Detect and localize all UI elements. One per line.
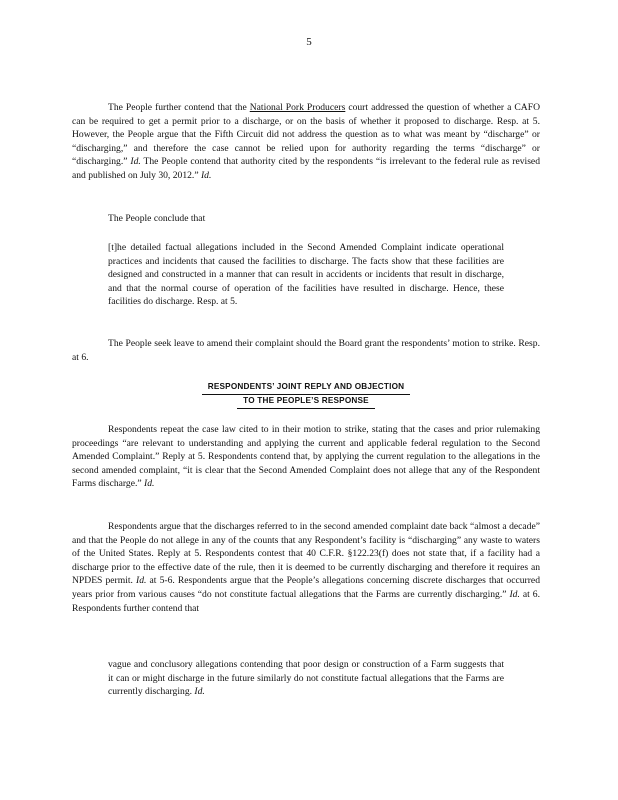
citation-id: Id. xyxy=(136,575,147,587)
case-name: National Pork Producers xyxy=(249,102,346,113)
paragraph-text: Respondents repeat the case law cited to in their motion to strike, stating that the cases and prior rulemaking proceedings “are relevant to understanding and applying the current and applicable federal regulation to the Second Amended Complaint.” Reply at 5. Respondents contend that, by applying the current regulation to the allegations in the second amended complaint, “it is clear that the Second Amended Complaint does not allege that any of the Respondent Farms discharge.” xyxy=(72,424,540,490)
section-heading-line-2: TO THE PEOPLE’S RESPONSE xyxy=(237,395,375,409)
section-heading-continued xyxy=(72,395,540,409)
paragraph-text: court addressed the question of whether a CAFO can be required to get a permit prior to a discharge, or on the basis of whether it proposed to discharge. Resp. at 5. However, the People argue that the Fifth Circuit did not address the question as to what was meant by “discharge” or “discharging,” and therefore the case cannot be relied upon for authority regarding the terms “discharge” or “discharging.” xyxy=(72,102,540,168)
paragraph-text: The People contend that authority cited by the respondents “is irrelevant to the federal rule as revised and published on July 30, 2012.” xyxy=(72,156,540,181)
paragraph-text: at 5-6. Respondents argue that the People’s allegations concerning discrete discharges that occurred years prior from various causes “do not constitute factual allegations that the Farms are currently discharging.” xyxy=(72,575,540,600)
paragraph-text: at 6. Respondents further contend that xyxy=(72,588,540,614)
quote-text: vague and conclusory allegations contending that poor design or construction of a Farm suggests that it can or might discharge in the future similarly do not constitute factual allegations that the Farms are currently discharging. xyxy=(108,659,504,698)
citation-id: Id. xyxy=(509,588,520,600)
citation-id: Id. xyxy=(144,478,155,490)
citation-id: Id. xyxy=(200,169,212,181)
block-quote-allegations: [t]he detailed factual allegations included in the Second Amended Complaint indicate operational practices and incidents that caused the facilities to discharge. The facts show that these facilities are designed and constructed in a manner that can result in accidents or incidents that result in discharge, and that the normal course of operation of the facilities have resulted in discharge. Hence, these facilities do discharge. Resp. at 5. xyxy=(108,242,504,308)
page-number: 5 xyxy=(306,36,312,48)
paragraph-text: Respondents argue that the discharges referred to in the second amended complaint date back “almost a decade” and that the People do not allege in any of the counts that any Respondent’s facility is “discharging” any waste to waters of the United States. Reply at 5. Respondents contest that 40 C.F.R. §122.23(f) does not state that, if a facility had a discharge prior to the effective date of the rule, then it is deemed to be currently discharging and therefore it requires an NPDES permit. xyxy=(72,521,540,587)
section-heading-line-1: RESPONDENTS’ JOINT REPLY AND OBJECTION xyxy=(202,381,411,395)
paragraph-people-conclude: The People conclude that xyxy=(108,213,206,224)
block-quote-vague-allegations xyxy=(108,658,504,699)
paragraph-respondents-repeat xyxy=(72,423,540,491)
citation-id: Id. xyxy=(130,156,141,168)
paragraph-text: The People further contend that the xyxy=(108,102,250,113)
citation-id: Id. xyxy=(194,686,205,698)
section-heading xyxy=(72,381,540,395)
paragraph-people-contend xyxy=(72,101,540,183)
paragraph-respondents-argue xyxy=(72,520,540,615)
paragraph-seek-leave: The People seek leave to amend their complaint should the Board grant the respondents’ motion to strike. Resp. at 6. xyxy=(72,338,540,363)
